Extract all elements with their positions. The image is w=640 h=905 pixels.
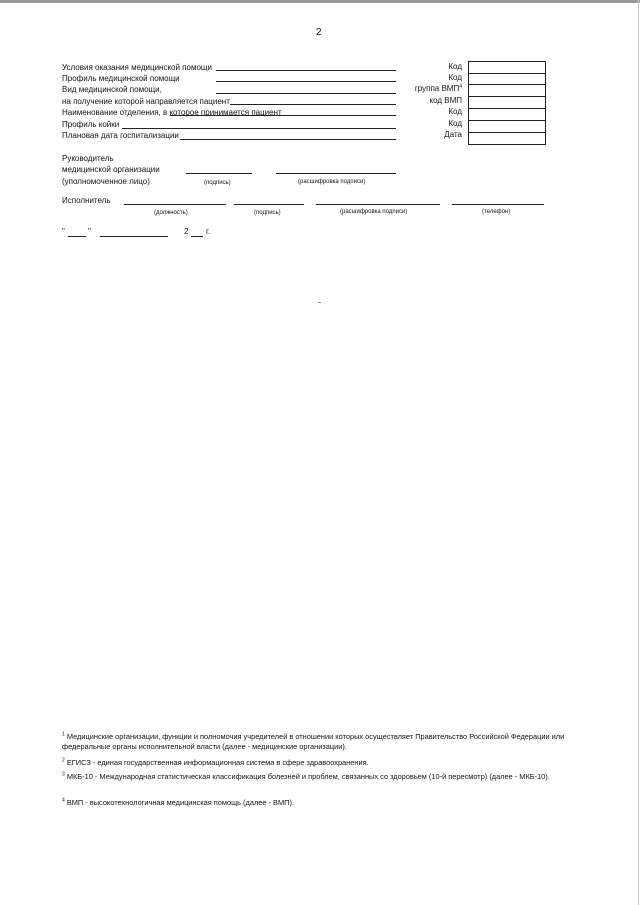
- executor-signature-caption: (подпись): [254, 210, 281, 216]
- code-label-conditions: Код: [448, 62, 462, 71]
- code-label-care-profile: Код: [448, 73, 462, 82]
- executor-position-caption: (должность): [154, 210, 188, 216]
- code-label-vmp-code: код ВМП: [429, 96, 462, 105]
- code-box-vmp-code[interactable]: [468, 97, 546, 109]
- footnote-4: $^4$ ВМП - высокотехнологичная медицинская помощь (далее - ВМП).: [62, 797, 294, 807]
- field-care-type[interactable]: [216, 93, 396, 94]
- date-quote-open: ": [62, 227, 65, 236]
- footnote-1: $^1$ Медицинские организации, функции и полномочия учредителей в отношении которых осуществляет Правительство Российской Федерации или федеральные органы исполнительной власти (далее - медицинские организации).: [62, 731, 565, 751]
- footnote-2: $^2$ ЕГИСЗ - единая государственная информационная система в сфере здравоохранения.: [62, 757, 369, 767]
- code-label-department: Код: [448, 107, 462, 116]
- executor-position-field[interactable]: [124, 204, 226, 205]
- executor-phone-caption: (телефон): [482, 209, 511, 215]
- field-planned-date[interactable]: [180, 139, 396, 140]
- row-label-planned-date: Плановая дата госпитализации: [62, 131, 179, 140]
- code-label-bed-profile: Код: [448, 119, 462, 128]
- page-top-edge: [0, 0, 640, 3]
- row-label-care-type: Вид медицинской помощи,: [62, 85, 162, 94]
- date-year-prefix: 2: [184, 227, 189, 236]
- head-label-line3: (уполномоченное лицо): [62, 177, 150, 186]
- date-quote-close: ": [88, 227, 91, 236]
- executor-signature-field[interactable]: [234, 204, 304, 205]
- executor-decode-field[interactable]: [316, 204, 440, 205]
- executor-phone-field[interactable]: [452, 204, 544, 205]
- row-label-conditions: Условия оказания медицинской помощи: [62, 63, 212, 72]
- code-label-planned-date: Дата: [444, 130, 462, 139]
- code-label-vmp-group: группа ВМП$^4$: [414, 83, 462, 93]
- head-decode-field[interactable]: [276, 173, 396, 174]
- row-label-department: Наименование отделения, в которое принимается пациент: [62, 108, 282, 117]
- code-box-department[interactable]: [468, 109, 546, 121]
- footnote-3: $^3$ МКБ-10 - Международная статистическая классификация болезней и проблем, связанных со здоровьем (10-й пересмотр) (далее - МКБ-10).: [62, 771, 550, 781]
- page-right-edge: [638, 0, 639, 905]
- head-signature-caption: (подпись): [204, 180, 231, 186]
- date-day-field[interactable]: [68, 236, 86, 237]
- date-month-field[interactable]: [100, 236, 168, 237]
- field-department[interactable]: [170, 115, 396, 116]
- head-label-line1: Руководитель: [62, 154, 114, 163]
- page-number: 2: [316, 27, 322, 38]
- field-bed-profile[interactable]: [122, 128, 396, 129]
- row-label-care-profile: Профиль медицинской помощи: [62, 74, 180, 83]
- row-label-referral-purpose: на получение которой направляется пациент: [62, 97, 230, 106]
- executor-label: Исполнитель: [62, 196, 111, 205]
- head-label-line2: медицинской организации: [62, 165, 160, 174]
- code-box-vmp-group[interactable]: [468, 85, 546, 97]
- row-label-bed-profile: Профиль койки: [62, 120, 120, 129]
- field-care-profile[interactable]: [216, 81, 396, 82]
- code-box-bed-profile[interactable]: [468, 121, 546, 133]
- date-year-suffix: г.: [206, 227, 211, 236]
- head-signature-field[interactable]: [186, 173, 252, 174]
- scan-speck: [318, 302, 321, 303]
- head-decode-caption: (расшифровка подписи): [298, 179, 366, 185]
- code-box-care-profile[interactable]: [468, 73, 546, 85]
- field-conditions[interactable]: [216, 70, 396, 71]
- executor-decode-caption: (расшифровка подписи): [340, 209, 408, 215]
- date-year-field[interactable]: [191, 236, 203, 237]
- code-box-planned-date[interactable]: [468, 133, 546, 145]
